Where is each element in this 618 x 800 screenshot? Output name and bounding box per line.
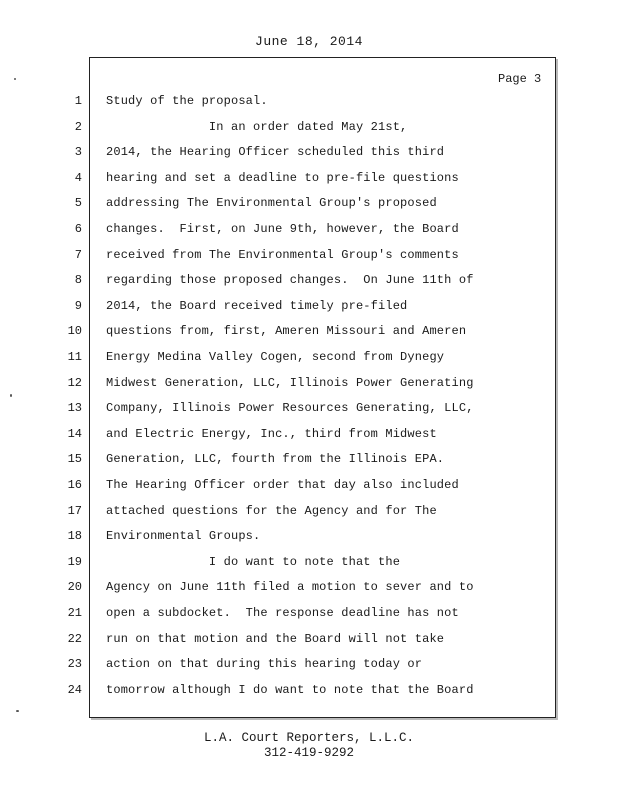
line-text: open a subdocket. The response deadline has not [106, 606, 459, 620]
line-text: attached questions for the Agency and for The [106, 504, 437, 518]
line-number: 5 [74, 196, 82, 210]
line-number: 8 [74, 273, 82, 287]
line-text: hearing and set a deadline to pre-file questions [106, 171, 459, 185]
line-text: I do want to note that the [106, 555, 401, 569]
line-text: Environmental Groups. [106, 529, 261, 543]
line-number: 16 [67, 478, 82, 492]
line-text: Agency on June 11th filed a motion to sever and to [106, 580, 474, 594]
line-text: addressing The Environmental Group's proposed [106, 196, 437, 210]
line-text: received from The Environmental Group's comments [106, 248, 459, 262]
line-number: 11 [67, 350, 82, 364]
line-text: Company, Illinois Power Resources Generating, LLC, [106, 401, 474, 415]
line-text: action on that during this hearing today or [106, 657, 423, 671]
line-text: The Hearing Officer order that day also included [106, 478, 459, 492]
line-number: 23 [67, 657, 82, 671]
line-text: 2014, the Hearing Officer scheduled this third [106, 145, 445, 159]
line-number: 19 [67, 555, 82, 569]
line-text: Midwest Generation, LLC, Illinois Power Generating [106, 376, 474, 390]
line-number: 4 [74, 171, 82, 185]
scan-speck [10, 394, 12, 397]
line-text: In an order dated May 21st, [106, 120, 408, 134]
line-number: 13 [67, 401, 82, 415]
scan-speck [14, 78, 16, 80]
line-text: changes. First, on June 9th, however, the Board [106, 222, 459, 236]
line-number: 22 [67, 632, 82, 646]
line-text: questions from, first, Ameren Missouri and Ameren [106, 324, 467, 338]
line-number: 12 [67, 376, 82, 390]
line-number: 21 [67, 606, 82, 620]
line-text: Energy Medina Valley Cogen, second from Dynegy [106, 350, 445, 364]
line-number: 10 [67, 324, 82, 338]
scan-speck [16, 710, 19, 712]
line-number: 3 [74, 145, 82, 159]
line-text: regarding those proposed changes. On June 11th of [106, 273, 474, 287]
page-label: Page 3 [498, 72, 542, 86]
line-number: 14 [67, 427, 82, 441]
footer-phone: 312-419-9292 [263, 746, 354, 760]
line-text: 2014, the Board received timely pre-filed [106, 299, 408, 313]
header-date: June 18, 2014 [255, 34, 363, 49]
line-number: 9 [74, 299, 82, 313]
line-number: 6 [74, 222, 82, 236]
line-number: 20 [67, 580, 82, 594]
line-number: 17 [67, 504, 82, 518]
line-text: Generation, LLC, fourth from the Illinois EPA. [106, 452, 445, 466]
line-number: 18 [67, 529, 82, 543]
line-text: and Electric Energy, Inc., third from Midwest [106, 427, 437, 441]
line-number: 2 [74, 120, 82, 134]
line-text: run on that motion and the Board will not take [106, 632, 445, 646]
line-number: 7 [74, 248, 82, 262]
line-text: tomorrow although I do want to note that the Board [106, 683, 474, 697]
line-number: 24 [67, 683, 82, 697]
line-text: Study of the proposal. [106, 94, 268, 108]
line-number: 1 [74, 94, 82, 108]
footer-company: L.A. Court Reporters, L.L.C. [203, 731, 415, 745]
line-number: 15 [67, 452, 82, 466]
